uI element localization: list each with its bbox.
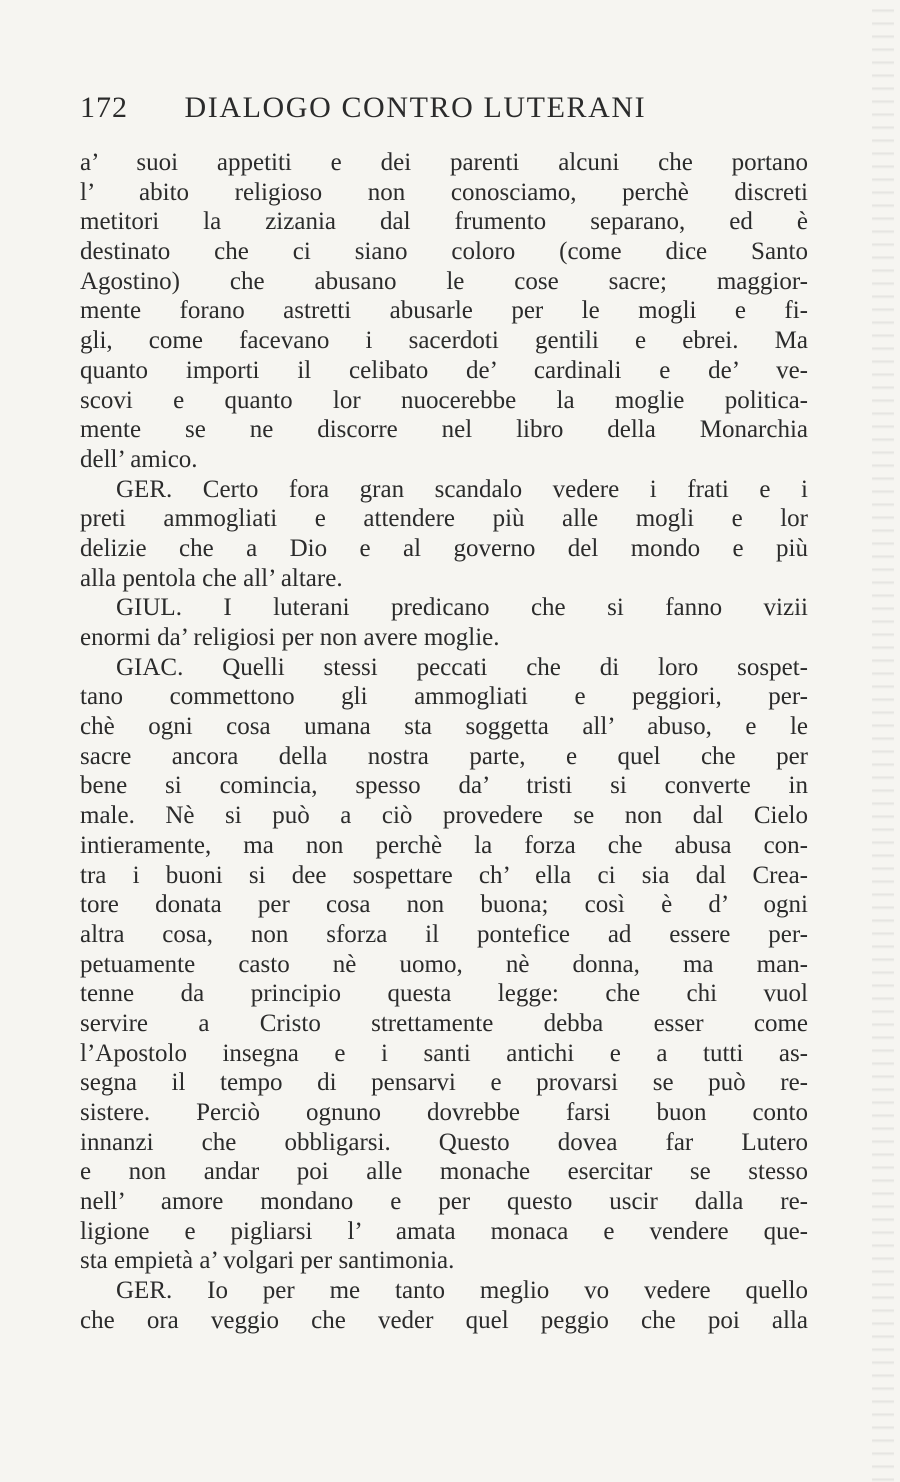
- text-line: sta empietà a’ volgari per santimonia.: [80, 1247, 455, 1275]
- text-line: intieramente, ma non perchè la forza che abusa con-: [80, 831, 808, 859]
- text-line: scovi e quanto lor nuocerebbe la moglie politica-: [80, 386, 808, 414]
- scan-edge-noise: [872, 0, 894, 1482]
- text-line: altra cosa, non sforza il pontefice ad essere per-: [80, 920, 808, 948]
- text-line: Agostino) che abusano le cose sacre; maggior-: [80, 267, 808, 295]
- text-line: innanzi che obbligarsi. Questo dovea far Lutero: [80, 1128, 808, 1156]
- text-line: l’Apostolo insegna e i santi antichi e a tutti as-: [80, 1039, 808, 1067]
- running-title: DIALOGO CONTRO LUTERANI: [184, 91, 647, 124]
- text-line: sacre ancora della nostra parte, e quel che per: [80, 742, 808, 770]
- text-line: enormi da’ religiosi per non avere moglie.: [80, 624, 500, 651]
- text-line: ligione e pigliarsi l’ amata monaca e vendere que-: [80, 1217, 808, 1245]
- text-line: a’ suoi appetiti e dei parenti alcuni che portano: [80, 149, 808, 176]
- text-line: tenne da principio questa legge: che chi vuol: [80, 980, 808, 1008]
- text-line: che ora veggio che veder quel peggio che poi alla: [80, 1306, 808, 1334]
- text-line: GER. Io per me tanto meglio vo vedere quello: [116, 1277, 808, 1305]
- text-line: GER. Certo fora gran scandalo vedere i frati e i: [116, 475, 808, 503]
- page-header: [80, 88, 800, 128]
- text-line: sistere. Perciò ognuno dovrebbe farsi buon conto: [80, 1099, 808, 1126]
- text-line: alla pentola che all’ altare.: [80, 564, 343, 592]
- text-line: chè ogni cosa umana sta soggetta all’ abuso, e le: [80, 713, 808, 741]
- page-number: 172: [80, 91, 128, 124]
- text-line: mente se ne discorre nel libro della Monarchia: [80, 416, 808, 444]
- text-line: l’ abito religioso non conosciamo, perchè discreti: [80, 178, 808, 206]
- text-line: male. Nè si può a ciò provedere se non dal Cielo: [80, 802, 808, 830]
- text-line: GIUL. I luterani predicano che si fanno vizii: [116, 594, 808, 622]
- text-line: dell’ amico.: [80, 445, 198, 473]
- text-line: quanto importi il celibato de’ cardinali e de’ ve-: [80, 356, 808, 384]
- text-line: tra i buoni si dee sospettare ch’ ella ci sia dal Crea-: [80, 861, 808, 889]
- text-line: bene si comincia, spesso da’ tristi si converte in: [80, 772, 808, 800]
- body-text: [80, 148, 808, 1336]
- text-line: tano commettono gli ammogliati e peggiori, per-: [80, 683, 808, 711]
- text-line: preti ammogliati e attendere più alle mogli e lor: [80, 505, 808, 533]
- text-line: e non andar poi alle monache esercitar se stesso: [80, 1158, 808, 1186]
- text-line: GIAC. Quelli stessi peccati che di loro sospet-: [116, 653, 808, 681]
- text-line: segna il tempo di pensarvi e provarsi se può re-: [80, 1069, 808, 1097]
- text-line: nell’ amore mondano e per questo uscir dalla re-: [80, 1188, 808, 1216]
- text-line: tore donata per cosa non buona; così è d’ ogni: [80, 891, 808, 919]
- text-line: servire a Cristo strettamente debba esser come: [80, 1009, 808, 1037]
- text-line: mente forano astretti abusarle per le mogli e fi-: [80, 297, 808, 325]
- text-line: delizie che a Dio e al governo del mondo e più: [80, 534, 808, 562]
- text-line: destinato che ci siano coloro (come dice Santo: [80, 238, 808, 266]
- text-line: gli, come facevano i sacerdoti gentili e ebrei. Ma: [80, 327, 808, 355]
- text-line: metitori la zizania dal frumento separano, ed è: [80, 208, 808, 236]
- text-line: petuamente casto nè uomo, nè donna, ma man-: [80, 950, 808, 978]
